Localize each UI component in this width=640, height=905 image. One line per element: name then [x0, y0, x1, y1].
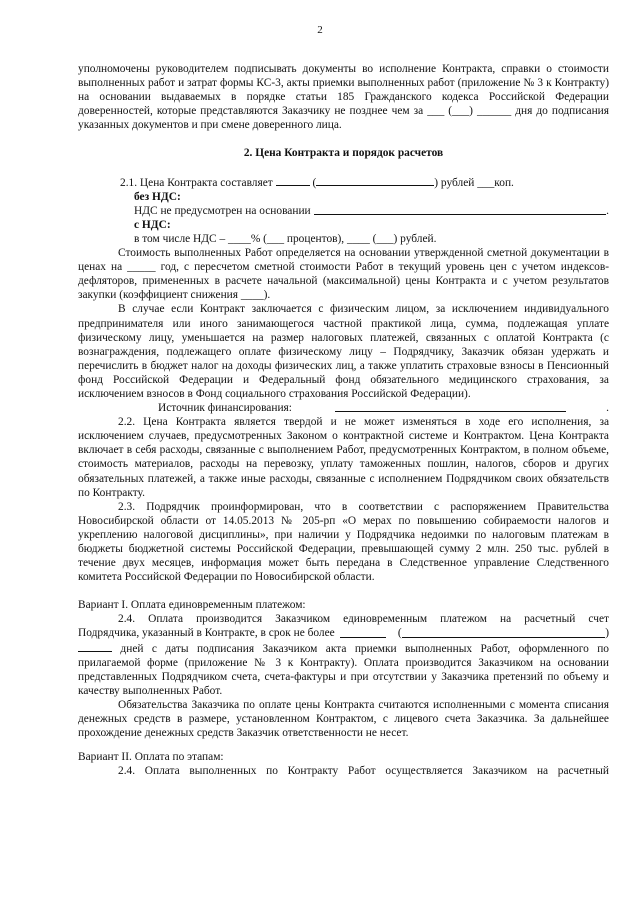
price-block [78, 175, 609, 246]
tax-notice-paragraph: 2.3. Подрядчик проинформирован, что в соответствии с распоряжением Правительства Новосибирской области от 14.05.2013 № 205-рп «О мерах по повышению собираемости налогов и укреплению налоговой дисциплины», при наличии у Подрядчика недоимки по налоговым платежам в бюджеты бюджетной системы Российской Федерации, превышающей сумму 2 млн. 250 тыс. рублей в течение двух месяцев, информация может быть передана в Следственное управление Следственного комитета Российской Федерации по Новосибирской области. [78, 500, 609, 584]
individual-paragraph: В случае если Контракт заключается с физическим лицом, за исключением индивидуального предпринимателя или иного занимающегося частной практикой лица, сумма, подлежащая уплате физическому лицу, уменьшается на размер налоговых платежей, связанных с оплатой Контракта (с вознаграждения, подлежащего оплате физическому лицу – Подрядчику, Заказчик обязан удержать и перечислить в бюджет налог на доходы физических лиц, а также уплатить страховые взносы в Пенсионный фонд Российской Федерации и Федеральный фонд обязательного медицинского страхования, за исключением взносов в Фонд социального страхования Российской Федерации). [78, 303, 609, 400]
variant1-paren-open: ( [397, 627, 402, 640]
variant1-line1: 2.4. Оплата производится Заказчиком единовременным платежом на расчетный счет [118, 613, 609, 626]
fixed-price-paragraph: 2.2. Цена Контракта является твердой и не может изменяться в ходе его исполнения, за исключением случаев, предусмотренных Законом о контрактной системе и Контрактом. Цена Контракта включает в себя расходы, связанные с выполнением Работ, предусмотренных Контрактом, в полном объеме, стоимость материалов, расходы на перевозку, уплату таможенных пошлин, налогов, сборов и других обязательных платежей, а также иные расходы, связанные с исполнением Подрядчиком своих обязательств по Контракту. [78, 416, 609, 499]
with-vat-label: с НДС: [134, 218, 171, 231]
price-line-suffix: ) рублей ___коп. [434, 176, 514, 189]
funding-source-label: Источник финансирования: [158, 402, 292, 415]
funding-source-dot: . [606, 402, 609, 415]
page-number: 2 [317, 24, 323, 36]
price-line-prefix: 2.1. Цена Контракта составляет [120, 176, 273, 189]
variant1-rest [78, 641, 609, 698]
variant1-heading: Вариант I. Оплата единовременным платежом: [78, 599, 306, 612]
price-line [78, 175, 609, 190]
cost-paragraph: Стоимость выполненных Работ определяется на основании утвержденной сметной документации в ценах на _____ год, с пересчетом сметной стоимости Работ в текущий уровень цен с учетом индексов-дефляторов, примененных в расчете начальной (максимальной) цены Контракта и с учетом результатов закупки (коэффициент снижения ____). [78, 247, 609, 302]
no-vat-dot: . [606, 204, 609, 217]
funding-source-line [78, 401, 609, 415]
variant1-days-words-blank [402, 627, 606, 638]
variant1-line2-prefix: Подрядчика, указанный в Контракте, в срок не более [78, 627, 335, 640]
no-vat-line [78, 204, 609, 218]
document-body [78, 62, 609, 778]
no-vat-basis-blank [314, 204, 607, 215]
funding-source-blank [335, 401, 566, 412]
variant2-line1: 2.4. Оплата выполненных по Контракту Работ осуществляется Заказчиком на расчетный [118, 765, 609, 778]
variant1-term-blank [78, 641, 112, 652]
variant1-days-blank [340, 627, 386, 638]
variant1-rest-text: дней с даты подписания Заказчиком акта приемки выполненных Работ, оформленного по прилагаемой форме (приложение № 3 к Контракту). Оплата производится Заказчиком на основании представленных Подрядчиком счета, счета-фактуры и при отсутствии у Заказчика претензий по объему и качеству выполненных Работ. [78, 642, 609, 697]
price-paren-open: ( [312, 176, 317, 189]
intro-paragraph: уполномочены руководителем подписывать документы во исполнение Контракта, справки о стоимости выполненных работ и затрат формы КС-3, акты приемки выполненных работ (приложение № 3 к Контракту) на основании выдаваемых в порядке статьи 185 Гражданского кодекса Российской Федерации доверенностей, которые представляются Заказчику не позднее чем за ___ (___) ______ дня до подписания указанных документов и при смене доверенного лица. [78, 63, 609, 132]
no-vat-text: НДС не предусмотрен на основании [134, 204, 311, 217]
variant1-line2 [78, 626, 609, 640]
price-amount-blank [276, 175, 310, 186]
variant2-heading: Вариант II. Оплата по этапам: [78, 751, 224, 764]
vat-text: в том числе НДС – ____% (___ процентов), ____ (___) рублей. [134, 232, 437, 245]
price-words-blank [316, 175, 434, 186]
section-title: 2. Цена Контракта и порядок расчетов [243, 147, 444, 160]
no-vat-label: без НДС: [134, 190, 181, 203]
variant1-obligations: Обязательства Заказчика по оплате цены Контракта считаются исполненными с момента списания денежных средств в размере, установленном Контрактом, с лицевого счета Заказчика. За дальнейшее прохождение денежных средств Заказчик ответственности не несет. [78, 698, 609, 740]
variant1-paren-close: ) [605, 627, 609, 640]
